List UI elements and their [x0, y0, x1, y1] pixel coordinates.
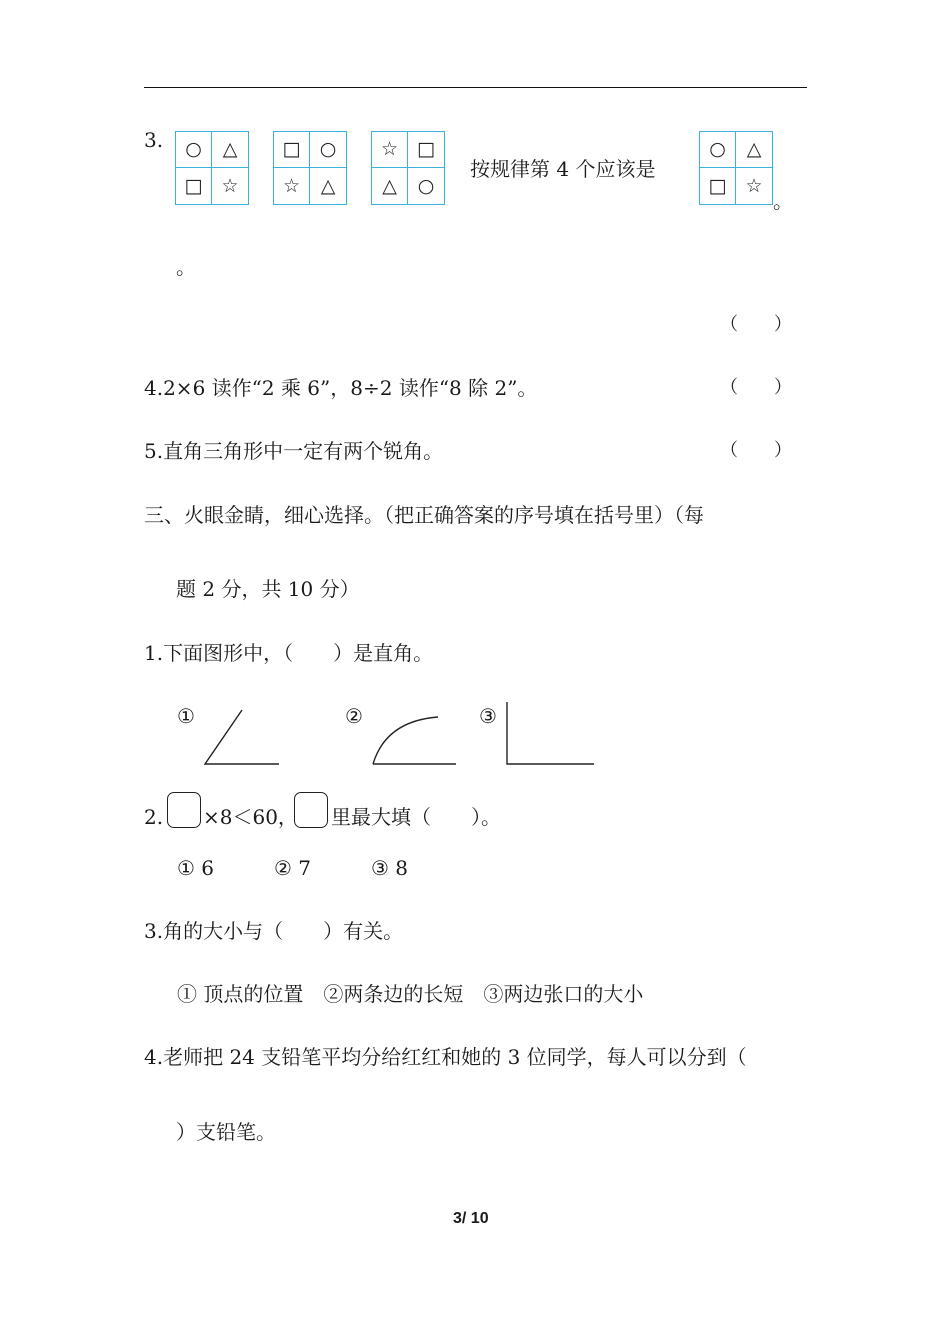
blank-box[interactable]: [167, 792, 201, 828]
c1-option-2-label: ②: [345, 704, 363, 728]
q3-answer-paren[interactable]: （ ）: [720, 314, 792, 335]
c4-question: 4.老师把 24 支铅笔平均分给红红和她的 3 位同学，每人可以分到（: [144, 1045, 747, 1069]
circle-icon: ○: [310, 132, 346, 168]
q3-second-line: 。: [176, 255, 196, 279]
q5-answer-paren[interactable]: （ ）: [720, 440, 792, 461]
star-icon: ☆: [372, 132, 408, 168]
star-icon: ☆: [745, 174, 763, 197]
acute-angle-figure: [200, 705, 285, 770]
square-icon: □: [176, 168, 212, 204]
triangle-icon: △: [372, 168, 408, 204]
circle-icon: ○: [176, 132, 212, 168]
section3-heading-cont: 题 2 分，共 10 分）: [176, 577, 360, 601]
header-rule: [144, 87, 807, 88]
star-icon: ☆: [274, 168, 310, 204]
section3-heading: 三、火眼金睛，细心选择。（把正确答案的序号填在括号里）（每: [144, 503, 704, 527]
q4-text: 4.2×6 读作“2 乘 6”，8÷2 读作“8 除 2”。: [144, 376, 538, 400]
answer-pattern-grid: [699, 131, 773, 205]
c3-question: 3.角的大小与（ ）有关。: [144, 919, 404, 943]
circle-icon: ○: [417, 174, 435, 197]
c1-option-1-label: ①: [177, 704, 195, 728]
q3-period: 。: [773, 189, 793, 213]
c2-options: ① 6 ② 7 ③ 8: [177, 856, 409, 880]
triangle-icon: △: [212, 132, 248, 168]
curved-figure: [368, 712, 460, 770]
q5-text: 5.直角三角形中一定有两个锐角。: [144, 439, 444, 463]
q4-answer-paren[interactable]: （ ）: [720, 377, 792, 398]
c4-question-cont: ）支铅笔。: [176, 1120, 276, 1144]
c2-mid: ×8＜60，: [203, 805, 298, 829]
c2-tail: 里最大填（ ）。: [331, 805, 501, 829]
pattern-grid-1: [175, 131, 249, 205]
right-angle-figure: [502, 700, 598, 770]
square-icon: □: [408, 132, 444, 168]
pattern-grid-3: [371, 131, 445, 205]
blank-box[interactable]: [294, 792, 328, 828]
pattern-grid-2: [273, 131, 347, 205]
circle-icon: ○: [700, 132, 736, 168]
star-icon: ☆: [221, 174, 239, 197]
c2-number: 2.: [144, 805, 164, 829]
triangle-icon: △: [320, 174, 336, 197]
c1-option-3-label: ③: [479, 704, 497, 728]
c1-question: 1.下面图形中，（ ）是直角。: [144, 641, 434, 665]
q3-number: 3.: [144, 128, 164, 152]
q3-rule-text: 按规律第 4 个应该是: [470, 157, 656, 181]
square-icon: □: [274, 132, 310, 168]
triangle-icon: △: [736, 132, 772, 168]
page-number: 3/ 10: [453, 1210, 489, 1227]
c3-options: ① 顶点的位置 ②两条边的长短 ③两边张口的大小: [177, 982, 644, 1006]
square-icon: □: [700, 168, 736, 204]
